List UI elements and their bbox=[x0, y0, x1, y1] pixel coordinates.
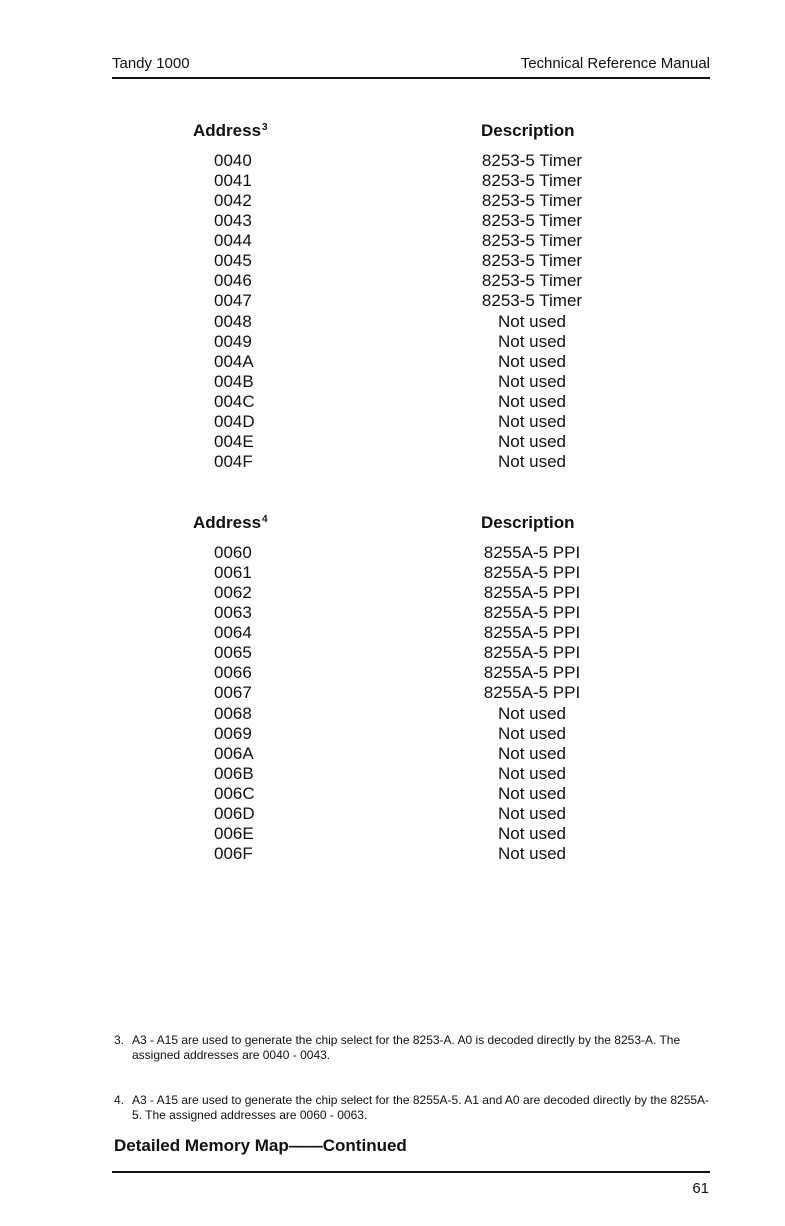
address-cell: 0067 bbox=[214, 683, 252, 703]
section-title: Detailed Memory Map——Continued bbox=[114, 1136, 407, 1155]
address-cell: 0045 bbox=[214, 251, 252, 271]
table-row bbox=[0, 804, 785, 824]
table-row bbox=[0, 824, 785, 844]
address-cell: 0043 bbox=[214, 211, 252, 231]
address-cell: 004D bbox=[214, 411, 255, 431]
address-cell: 0047 bbox=[214, 291, 252, 311]
table-row bbox=[0, 291, 785, 311]
table-row bbox=[0, 643, 785, 663]
address-cell: 0064 bbox=[214, 623, 252, 643]
address-cell: 0046 bbox=[214, 271, 252, 291]
description-cell: Not used bbox=[497, 703, 567, 723]
table-row bbox=[0, 452, 785, 472]
description-cell: Not used bbox=[497, 803, 567, 823]
table-row bbox=[0, 663, 785, 683]
table-row bbox=[0, 603, 785, 623]
address-cell: 006A bbox=[214, 743, 254, 763]
address-cell: 0061 bbox=[214, 563, 252, 583]
table-row bbox=[0, 683, 785, 703]
running-header-right: Technical Reference Manual bbox=[520, 55, 710, 72]
address-cell: 006E bbox=[214, 823, 254, 843]
description-cell: 8255A-5 PPI bbox=[483, 663, 581, 683]
table-row bbox=[0, 372, 785, 392]
table-row bbox=[0, 211, 785, 231]
address-cell: 004A bbox=[214, 351, 254, 371]
table-row bbox=[0, 392, 785, 412]
description-cell: 8255A-5 PPI bbox=[483, 623, 581, 643]
table-row bbox=[0, 312, 785, 332]
address-cell: 006B bbox=[214, 763, 254, 783]
description-cell: Not used bbox=[497, 331, 567, 351]
footnote-ref: 4 bbox=[262, 514, 268, 525]
address-cell: 0062 bbox=[214, 583, 252, 603]
table-row bbox=[0, 412, 785, 432]
table-row bbox=[0, 623, 785, 643]
address-cell: 004E bbox=[214, 431, 254, 451]
description-cell: Not used bbox=[497, 351, 567, 371]
table-row bbox=[0, 432, 785, 452]
footnote-ref: 3 bbox=[262, 122, 268, 133]
description-cell: 8253-5 Timer bbox=[481, 291, 583, 311]
address-cell: 0069 bbox=[214, 723, 252, 743]
description-column-header: Description bbox=[481, 513, 575, 532]
address-cell: 004C bbox=[214, 391, 255, 411]
table-row bbox=[0, 151, 785, 171]
description-cell: 8253-5 Timer bbox=[481, 251, 583, 271]
table-row bbox=[0, 191, 785, 211]
table-rows bbox=[0, 543, 785, 864]
description-cell: 8255A-5 PPI bbox=[483, 543, 581, 562]
address-cell: 006C bbox=[214, 783, 255, 803]
description-cell: Not used bbox=[497, 723, 567, 743]
description-cell: Not used bbox=[497, 371, 567, 391]
description-cell: Not used bbox=[497, 823, 567, 843]
description-cell: 8253-5 Timer bbox=[481, 191, 583, 211]
address-cell: 0049 bbox=[214, 331, 252, 351]
address-cell: 0060 bbox=[214, 543, 252, 562]
address-cell: 0063 bbox=[214, 603, 252, 623]
address-cell: 006F bbox=[214, 843, 253, 863]
description-cell: Not used bbox=[497, 391, 567, 411]
table-row bbox=[0, 332, 785, 352]
footnote-text: A3 - A15 are used to generate the chip select for the 8255A-5. A1 and A0 are decoded directly by the 8255A-5. The assigned addresses are 0060 - 0063. bbox=[132, 1093, 710, 1122]
address-cell: 0065 bbox=[214, 643, 252, 663]
description-cell: 8255A-5 PPI bbox=[483, 563, 581, 583]
table-row bbox=[0, 251, 785, 271]
table-row bbox=[0, 744, 785, 764]
description-cell: 8255A-5 PPI bbox=[483, 583, 581, 603]
table-row bbox=[0, 724, 785, 744]
description-cell: Not used bbox=[497, 411, 567, 431]
address-cell: 006D bbox=[214, 803, 255, 823]
table-row bbox=[0, 583, 785, 603]
description-cell: 8253-5 Timer bbox=[481, 151, 583, 170]
description-cell: 8253-5 Timer bbox=[481, 211, 583, 231]
address-column-header: Address$^4$ bbox=[193, 513, 268, 532]
description-cell: 8253-5 Timer bbox=[481, 271, 583, 291]
description-cell: Not used bbox=[497, 431, 567, 451]
address-cell: 0042 bbox=[214, 191, 252, 211]
description-cell: Not used bbox=[497, 783, 567, 803]
address-cell: 0040 bbox=[214, 151, 252, 170]
address-cell: 004F bbox=[214, 451, 253, 471]
address-column-header: Address$^3$ bbox=[193, 121, 268, 140]
footnote-number: 4. bbox=[114, 1093, 125, 1107]
description-cell: 8255A-5 PPI bbox=[483, 643, 581, 663]
page-number: 61 bbox=[692, 1180, 709, 1197]
description-column-header: Description bbox=[481, 121, 575, 140]
footnote-number: 3. bbox=[114, 1033, 125, 1047]
description-cell: Not used bbox=[497, 311, 567, 331]
table-row bbox=[0, 844, 785, 864]
table-row bbox=[0, 543, 785, 563]
address-cell: 0041 bbox=[214, 171, 252, 191]
description-cell: Not used bbox=[497, 763, 567, 783]
address-cell: 0044 bbox=[214, 231, 252, 251]
footnote-text: A3 - A15 are used to generate the chip select for the 8253-A. A0 is decoded directly by the 8253-A. The assigned addresses are 0040 - 0043. bbox=[132, 1033, 681, 1062]
description-cell: Not used bbox=[497, 451, 567, 471]
description-cell: 8255A-5 PPI bbox=[483, 683, 581, 703]
table-row bbox=[0, 171, 785, 191]
table-row bbox=[0, 764, 785, 784]
description-cell: 8253-5 Timer bbox=[481, 231, 583, 251]
table-rows bbox=[0, 151, 785, 472]
description-cell: 8253-5 Timer bbox=[481, 171, 583, 191]
address-cell: 0066 bbox=[214, 663, 252, 683]
running-header-left: Tandy 1000 bbox=[112, 55, 190, 72]
table-row bbox=[0, 231, 785, 251]
description-cell: Not used bbox=[497, 843, 567, 863]
table-row bbox=[0, 563, 785, 583]
description-cell: 8255A-5 PPI bbox=[483, 603, 581, 623]
table-row bbox=[0, 704, 785, 724]
header-rule bbox=[112, 77, 710, 79]
address-cell: 004B bbox=[214, 371, 254, 391]
table-row bbox=[0, 352, 785, 372]
footer-rule bbox=[112, 1171, 710, 1173]
description-cell: Not used bbox=[497, 743, 567, 763]
address-cell: 0048 bbox=[214, 311, 252, 331]
table-row bbox=[0, 271, 785, 291]
table-row bbox=[0, 784, 785, 804]
address-cell: 0068 bbox=[214, 703, 252, 723]
